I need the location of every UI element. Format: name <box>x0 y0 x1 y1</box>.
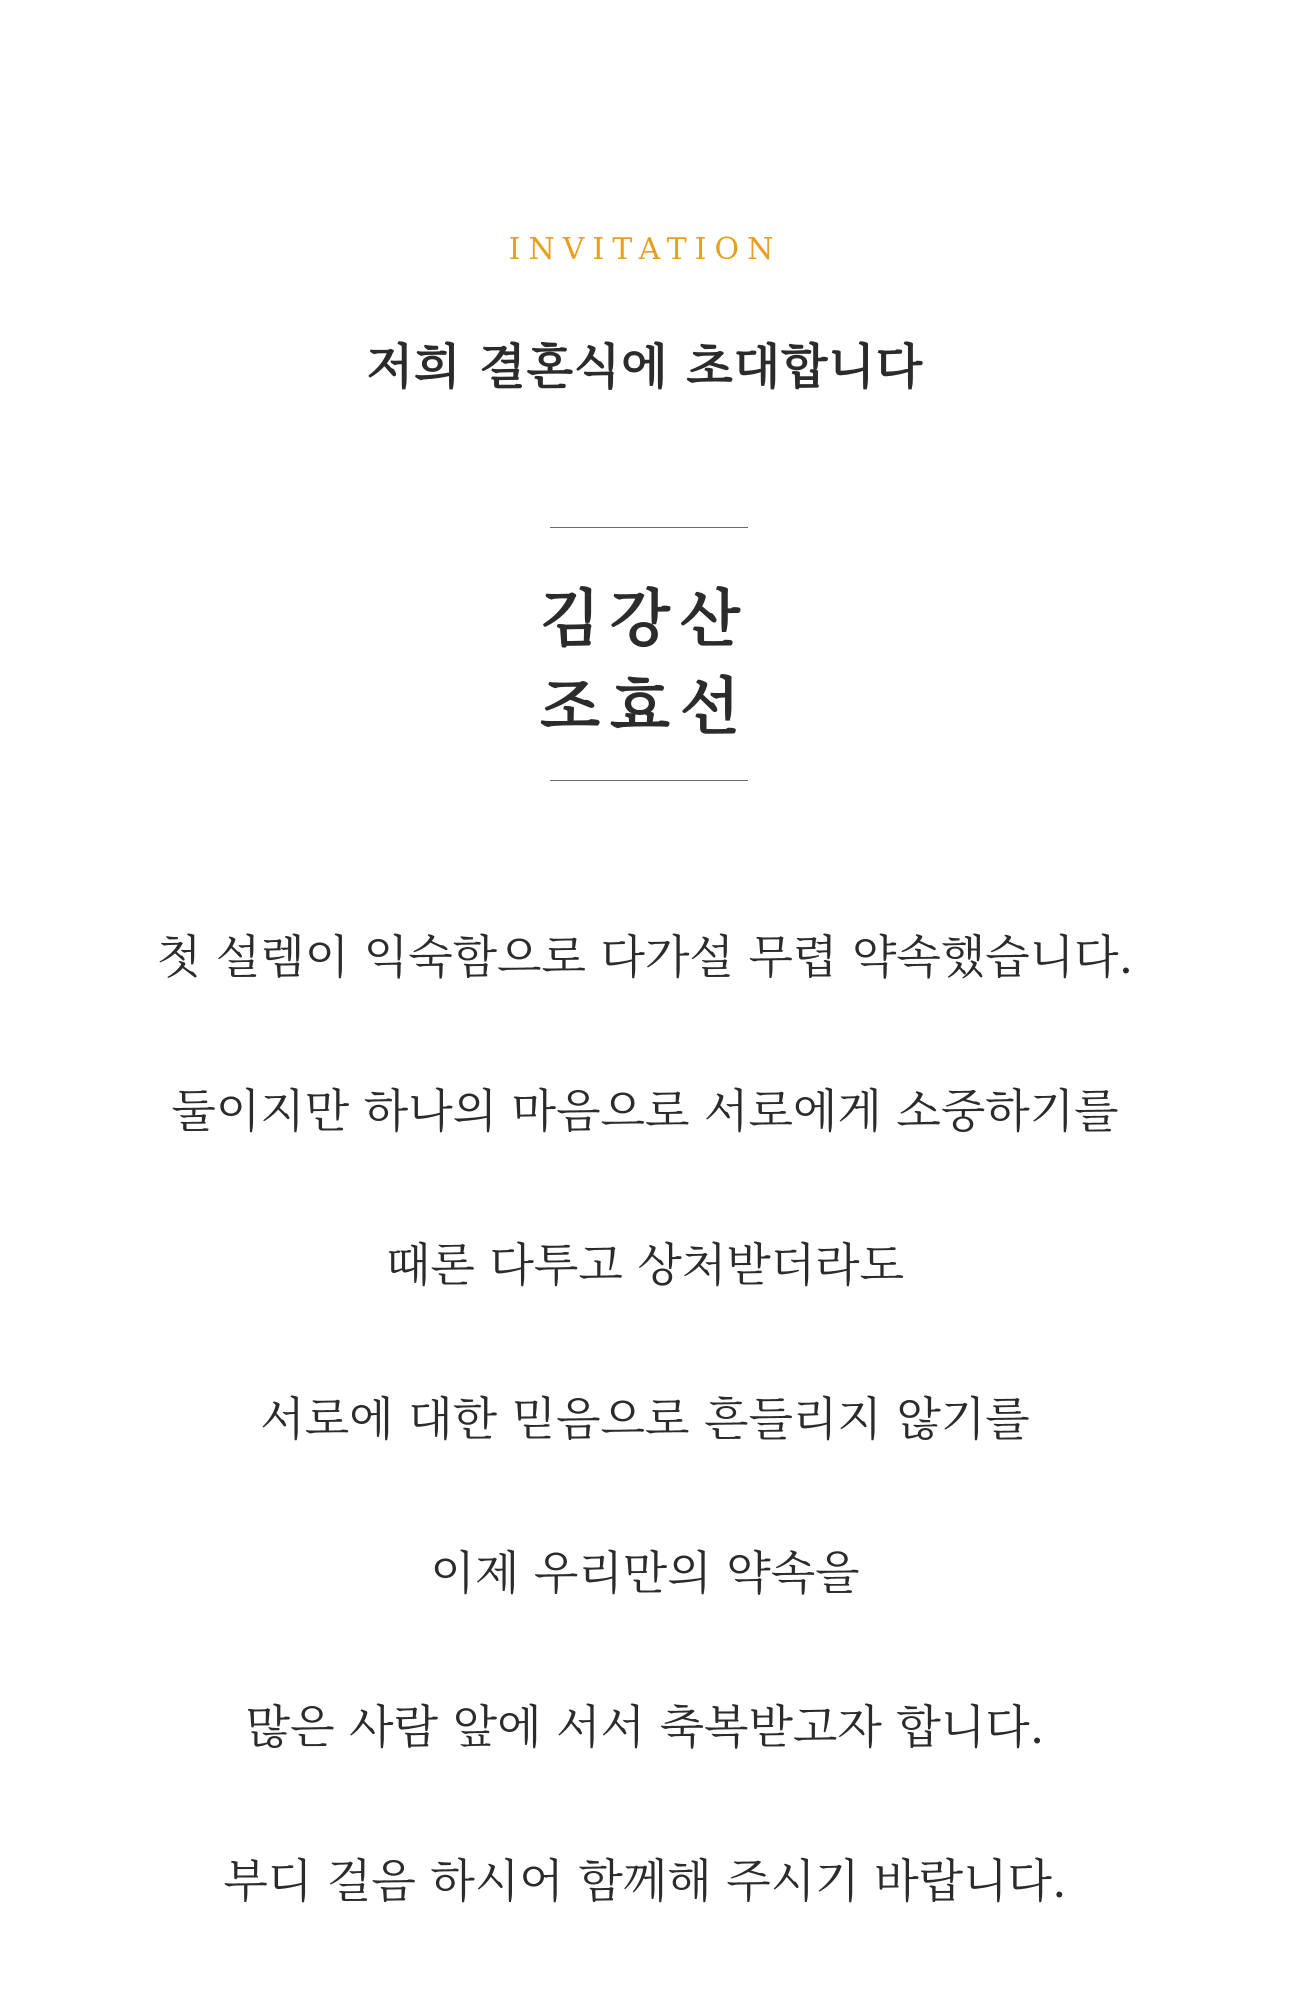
message-line-4: 서로에 대한 믿음으로 흔들리지 않기를 <box>260 1392 1030 1446</box>
bottom-divider <box>550 780 748 781</box>
couple-names <box>0 575 1290 751</box>
message-line-6: 많은 사람 앞에 서서 축복받고자 합니다. <box>245 1700 1045 1754</box>
message-line-1: 첫 설렘이 익숙함으로 다가설 무렵 약속했습니다. <box>156 930 1134 984</box>
message-line-7: 부디 걸음 하시어 함께해 주시기 바랍니다. <box>223 1854 1067 1908</box>
message-line-5: 이제 우리만의 약속을 <box>430 1546 860 1600</box>
groom-name: 김강산 <box>540 582 750 655</box>
message-line-2: 둘이지만 하나의 마음으로 서로에게 소중하기를 <box>171 1084 1119 1138</box>
invitation-message <box>0 920 1290 1998</box>
section-label: INVITATION <box>508 232 782 267</box>
message-line-3: 때론 다투고 상처받더라도 <box>385 1238 905 1292</box>
bride-name: 조효선 <box>540 670 750 743</box>
top-divider <box>550 527 748 528</box>
invitation-title: 저희 결혼식에 초대합니다 <box>366 339 924 395</box>
